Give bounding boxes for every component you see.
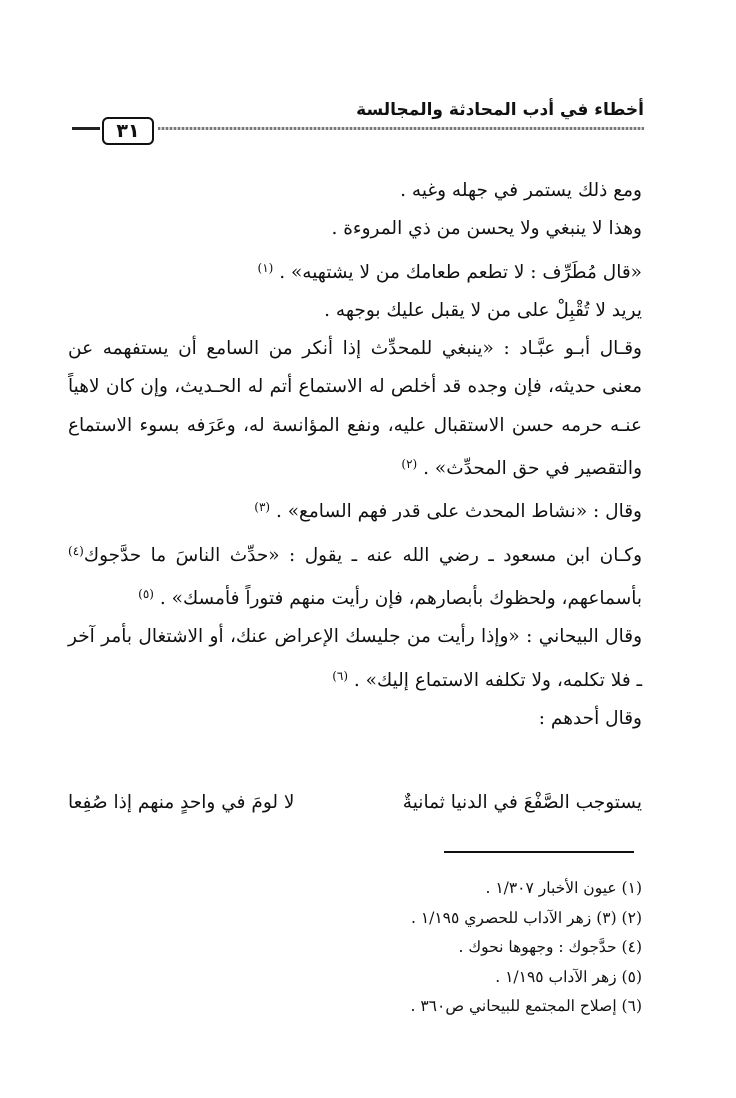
footnote-ref: (٤) — [68, 543, 84, 558]
paragraph: وقال أحدهم : — [538, 707, 642, 729]
footnote: (١) عيون الأخبار ١/٣٠٧ . — [485, 879, 642, 897]
footnote: (٢) (٣) زهر الآداب للحصري ١/١٩٥ . — [410, 908, 642, 927]
footnote-ref: (٥) — [138, 586, 154, 601]
running-title: أخطاء في أدب المحادثة والمجالسة — [356, 100, 644, 120]
paragraph: يريد لا تُقْبِلْ على من لا يقبل عليك بوجهه . — [324, 299, 642, 321]
footnote: (٤) حدَّجوك : وجهوها نحوك . — [458, 938, 642, 956]
poem-verse — [68, 784, 642, 822]
footnote-ref: (٣) — [254, 500, 271, 515]
paragraph: وهذا لا ينبغي ولا يحسن من ذي المروءة . — [331, 218, 642, 240]
footnote: (٥) زهر الآداب ١/١٩٥ . — [495, 967, 642, 986]
verse-second-hemistich: لا لومَ في واحدٍ منهم إذا صُفِعا — [68, 792, 295, 813]
page-number: ٣١ — [102, 117, 154, 145]
footnote: (٦) إصلاح المجتمع للبيحاني ص٣٦٠ . — [410, 997, 642, 1015]
header-rule — [158, 127, 644, 130]
footnote-separator — [444, 851, 634, 853]
footnote-ref: (٢) — [401, 457, 418, 472]
paragraph: وقال : «نشاط المحدث على قدر فهم السامع» . $^{(٣)}$ — [254, 500, 642, 523]
paragraph: وقـال أبـو عبَّـاد : «ينبغي للمحدِّث إذا أنكر من السامع أن يستفهمه عن معنى حديثه، فإن وجده قد أخلص له الاستماع أتم له الحـديث، وإن كان لاهياً عنـه حرمه حسن الاستقبال عليه، ونفع المؤانسة له، وعَرَفه بسوء الاستماع والتقصير في حق المحدِّث» . $^{(٢)}$ — [68, 338, 642, 480]
footnote-ref: (١) — [257, 260, 274, 275]
footnote-ref: (٦) — [332, 668, 349, 683]
verse-first-hemistich: يستوجب الصَّفْعَ في الدنيا ثمانيةٌ — [402, 792, 642, 813]
paragraph: وكـان ابن مسعود ـ رضي الله عنه ـ يقول : «حدِّث الناسَ ما حدَّجوك$^{(٤)}$ بأسماعهم، ولحظوك بأبصارهم، فإن رأيت منهم فتوراً فأمسك» . $^{(٥)}$ — [68, 543, 642, 609]
paragraph: وقال البيحاني : «وإذا رأيت من جليسك الإعراض عنك، أو الاشتغال بأمر آخر ـ فلا تكلمه، ولا تكلفه الاستماع إليك» . $^{(٦)}$ — [68, 626, 642, 691]
footnotes — [122, 874, 642, 1022]
paragraph: ومع ذلك يستمر في جهله وغيه . — [400, 180, 642, 201]
body-text — [68, 172, 642, 738]
paragraph: «قال مُطَرِّف : لا تطعم طعامك من لا يشتهيه» . $^{(١)}$ — [257, 260, 642, 283]
header-rule-left — [72, 127, 100, 130]
